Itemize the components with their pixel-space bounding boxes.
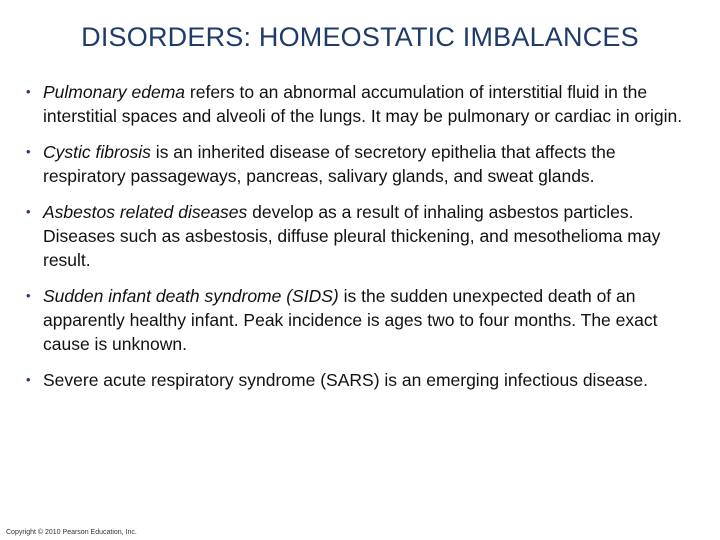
bullet-term: Pulmonary edema — [43, 82, 186, 102]
copyright-notice: Copyright © 2010 Pearson Education, Inc. — [6, 529, 137, 536]
bullet-dot-icon: • — [26, 84, 31, 99]
bullet-dot-icon: • — [26, 372, 31, 387]
bullet-list — [22, 80, 692, 404]
bullet-term: Asbestos related diseases — [43, 202, 248, 222]
slide-title: DISORDERS: HOMEOSTATIC IMBALANCES — [81, 22, 639, 52]
bullet-item-sars — [22, 368, 692, 392]
bullet-item-asbestos — [22, 200, 692, 272]
bullet-term: Sudden infant death syndrome (SIDS) — [43, 286, 339, 306]
bullet-text: Severe acute respiratory syndrome (SARS) is an emerging infectious disease. — [43, 370, 648, 390]
bullet-item-sids — [22, 284, 692, 356]
bullet-item-pulmonary-edema — [22, 80, 692, 128]
bullet-dot-icon: • — [26, 204, 31, 219]
bullet-text: refers to an abnormal accumulation of interstitial fluid in the interstitial spaces and alveoli of the lungs. It may be pulmonary or cardiac in origin. — [43, 82, 683, 126]
bullet-dot-icon: • — [26, 288, 31, 303]
bullet-text: is an inherited disease of secretory epithelia that affects the respiratory passageways, pancreas, salivary glands, and sweat glands. — [43, 142, 616, 186]
bullet-term: Cystic fibrosis — [43, 142, 151, 162]
bullet-item-cystic-fibrosis — [22, 140, 692, 188]
bullet-dot-icon: • — [26, 144, 31, 159]
bullet-text: is the sudden unexpected death of an apparently healthy infant. Peak incidence is ages two to four months. The exact cause is unknown. — [43, 286, 658, 354]
bullet-text: develop as a result of inhaling asbestos particles. Diseases such as asbestosis, diffuse pleural thickening, and mesothelioma may result. — [43, 202, 661, 270]
